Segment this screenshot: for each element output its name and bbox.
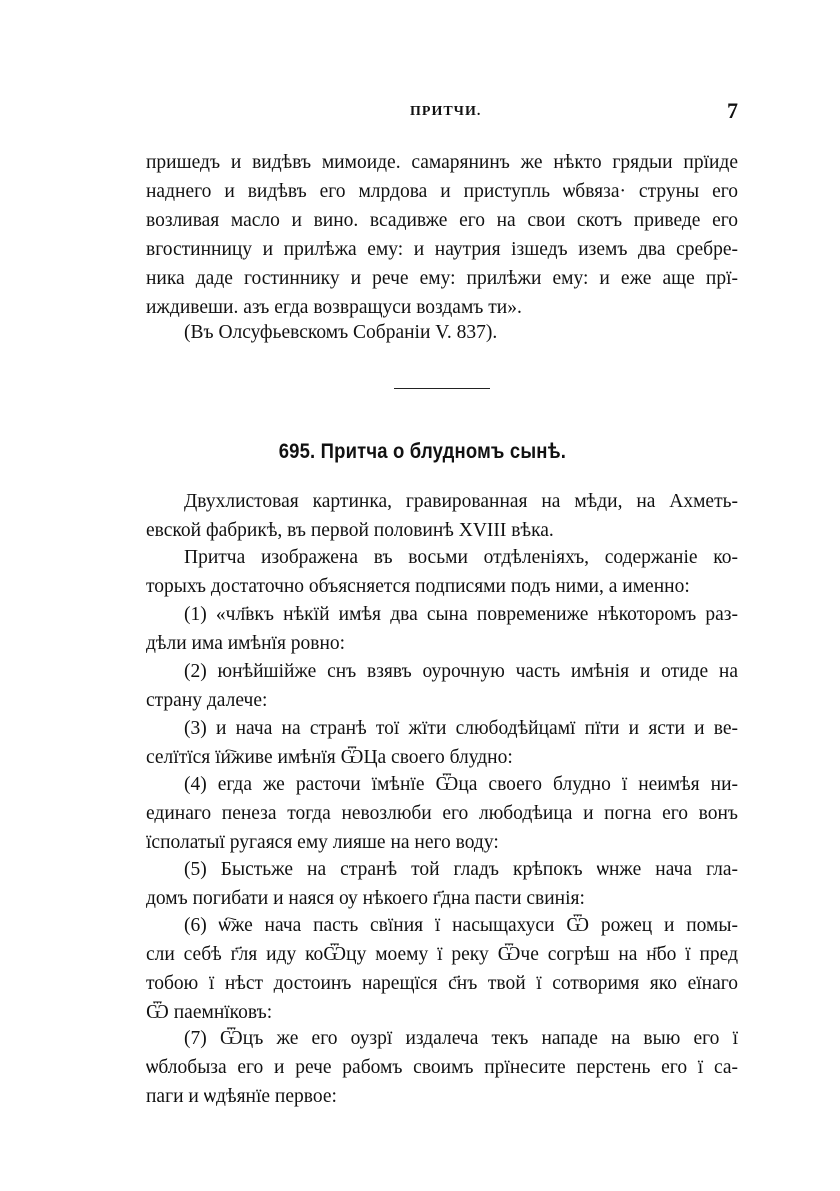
text-line: тобою ї нѣст достоинъ нарещїся с҃нъ твой ї сотворимя яко еїнаго — [146, 973, 738, 994]
source-note: (Въ Олсуфьевскомъ Собраніи V. 837). — [184, 322, 498, 343]
text-line: (7) Ѿцъ же его оузрї издалеча текъ нападе на выю его ї — [184, 1028, 738, 1049]
text-line: (2) юнѣйшійже снъ взявъ оурочную часть имѣнія и отиде на — [184, 661, 738, 682]
text-line: дѣли има имѣнїя ровно: — [146, 633, 346, 654]
description-paragraph-2 — [146, 543, 738, 601]
caption-item-4 — [146, 770, 738, 857]
section-divider — [394, 388, 490, 389]
caption-item-3 — [146, 714, 738, 772]
text-line: ника даде гостиннику и рече ему: прилѣжи ему: и еже аще прї- — [146, 268, 738, 289]
text-line: Притча изображена въ восьми отдѣленіяхъ, содержаніе ко- — [184, 547, 738, 568]
text-line: вгостинницу и прилѣжа ему: и наутрия ізшедъ иземъ два сребре- — [146, 239, 738, 260]
text-line: (4) егда же расточи їмѣнїе Ѿца своего блудно ї неимѣя ни- — [184, 774, 738, 795]
text-line: возливая масло и вино. всадивже его на свои скотъ приведе его — [146, 210, 738, 231]
caption-item-2 — [146, 657, 738, 715]
caption-item-5 — [146, 855, 738, 913]
text-line: Двухлистовая картинка, гравированная на мѣди, на Ахметь- — [184, 491, 738, 512]
text-line: торыхъ достаточно объясняется подписями подъ ними, а именно: — [146, 576, 690, 597]
text-line: пришедъ и видѣвъ мимоиде. самарянинъ же нѣкто грядыи прїиде — [146, 152, 738, 173]
text-line: (6) ѡ҇же нача пасть свїния ї насыщахуси Ѿ рожец и помы- — [184, 915, 738, 936]
text-line: паги и ѡдѣянїе первое: — [146, 1086, 337, 1107]
text-line: страну далече: — [146, 690, 268, 711]
text-line: сли себѣ г҃ля иду коѾцу моему ї реку Ѿче согрѣш на н҃бо ї пред — [146, 944, 738, 965]
text-line: наднего и видѣвъ его млрдова и приступль ѡбвяза· струны его — [146, 181, 738, 202]
text-line: ѡблобыза его и рече рабомъ своимъ прїнесите перстень его ї са- — [146, 1057, 738, 1078]
page-number: 7 — [727, 98, 738, 123]
text-line: единаго пенеза тогда невозлюби его любодѣица и погна его вонъ — [146, 803, 738, 824]
continued-paragraph — [146, 148, 738, 322]
text-line: евской фабрикѣ, въ первой половинѣ XVIII вѣка. — [146, 520, 554, 541]
caption-item-6 — [146, 911, 738, 1027]
text-line: (5) Быстьже на странѣ той гладъ крѣпокъ ѡнже нача гла- — [184, 859, 738, 880]
text-line: иждивеши. азъ егда возвращуси воздамъ ти». — [146, 297, 522, 318]
text-line: селїтїся їи҇живе имѣнїя ѾЦа своего блудно: — [146, 747, 513, 768]
text-line: Ѿ паемнїковъ: — [146, 1002, 273, 1023]
description-paragraph-1 — [146, 487, 738, 545]
text-line: домъ погибати и наяся оу нѣкоего г҃дна пасти свинія: — [146, 888, 585, 909]
text-line: (1) «чл҃вкъ нѣкїй имѣя два сына повремениже нѣкоторомъ раз- — [184, 604, 738, 625]
section-title: 695. Притча о блудномъ сынѣ. — [278, 440, 567, 463]
text-line: (3) и нача на странѣ тої жїти слюбодѣйцамї пїти и ясти и ве- — [184, 718, 738, 739]
text-line: їсполатыї ругаяся ему лияше на него воду: — [146, 832, 499, 853]
caption-item-1 — [146, 600, 738, 658]
running-title: ПРИТЧИ. — [410, 104, 482, 119]
source-note-block — [146, 318, 738, 347]
caption-item-7 — [146, 1024, 738, 1111]
